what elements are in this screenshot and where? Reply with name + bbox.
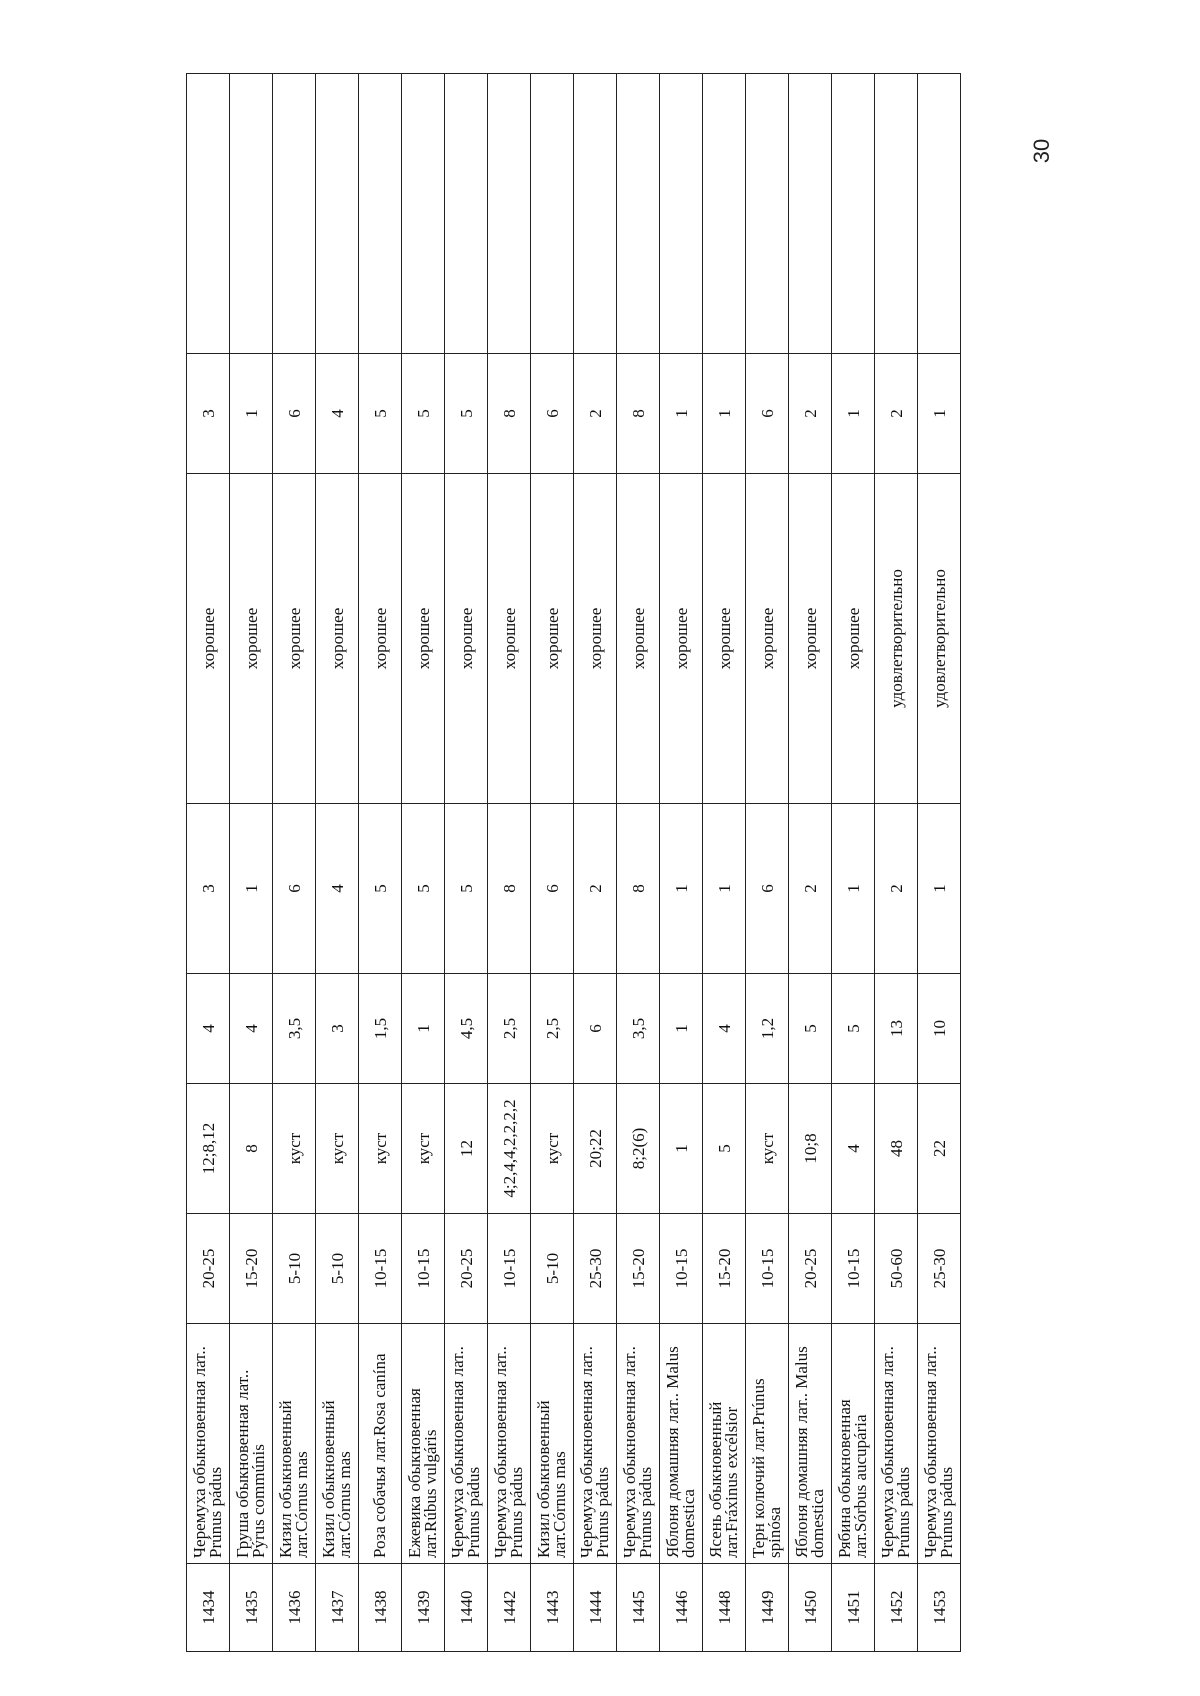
cell-state: хорошее <box>746 474 789 804</box>
cell-age: 10-15 <box>746 1214 789 1324</box>
cell-age: 25-30 <box>574 1214 617 1324</box>
cell-diameter: 48 <box>875 1084 918 1214</box>
cell-name: Кизил обыкновенный лат.Córnus mas <box>273 1324 316 1564</box>
cell-note <box>531 74 574 354</box>
cell-quantity-2: 1 <box>832 354 875 474</box>
cell-number: 1439 <box>402 1564 445 1652</box>
cell-state: хорошее <box>230 474 273 804</box>
cell-number: 1448 <box>703 1564 746 1652</box>
cell-note <box>875 74 918 354</box>
cell-quantity: 8 <box>488 804 531 974</box>
cell-name: Яблоня домашняя лат.. Malus domestica <box>660 1324 703 1564</box>
cell-number: 1450 <box>789 1564 832 1652</box>
cell-number: 1438 <box>359 1564 402 1652</box>
cell-age: 10-15 <box>660 1214 703 1324</box>
cell-note <box>359 74 402 354</box>
table-row <box>875 74 918 1652</box>
cell-note <box>660 74 703 354</box>
cell-age: 15-20 <box>230 1214 273 1324</box>
cell-note <box>445 74 488 354</box>
cell-diameter: 22 <box>918 1084 961 1214</box>
cell-age: 50-60 <box>875 1214 918 1324</box>
cell-state: хорошее <box>187 474 230 804</box>
cell-age: 10-15 <box>488 1214 531 1324</box>
cell-name: Черемуха обыкновенная лат.. Prúnus pádus <box>445 1324 488 1564</box>
cell-diameter: 12 <box>445 1084 488 1214</box>
table-body <box>187 74 961 1652</box>
cell-height: 4 <box>187 974 230 1084</box>
cell-note <box>488 74 531 354</box>
cell-number: 1452 <box>875 1564 918 1652</box>
table-row <box>531 74 574 1652</box>
cell-height: 1,5 <box>359 974 402 1084</box>
trees-table <box>186 73 961 1652</box>
cell-name: Роза собачья лат.Rosa canína <box>359 1324 402 1564</box>
cell-height: 13 <box>875 974 918 1084</box>
cell-quantity: 1 <box>660 804 703 974</box>
cell-quantity: 5 <box>402 804 445 974</box>
cell-name: Кизил обыкновенный лат.Córnus mas <box>531 1324 574 1564</box>
cell-diameter: куст <box>746 1084 789 1214</box>
cell-state: хорошее <box>617 474 660 804</box>
cell-state: хорошее <box>445 474 488 804</box>
cell-age: 20-25 <box>187 1214 230 1324</box>
cell-age: 10-15 <box>359 1214 402 1324</box>
cell-height: 5 <box>789 974 832 1084</box>
cell-quantity: 6 <box>746 804 789 974</box>
table-row <box>230 74 273 1652</box>
cell-height: 1 <box>402 974 445 1084</box>
table-row <box>832 74 875 1652</box>
rotated-page-content <box>186 74 1006 1652</box>
table-row <box>617 74 660 1652</box>
cell-height: 5 <box>832 974 875 1084</box>
cell-quantity: 1 <box>918 804 961 974</box>
cell-number: 1453 <box>918 1564 961 1652</box>
cell-number: 1451 <box>832 1564 875 1652</box>
cell-age: 15-20 <box>703 1214 746 1324</box>
page-number: 30 <box>1029 138 1055 164</box>
cell-height: 2,5 <box>488 974 531 1084</box>
table-row <box>187 74 230 1652</box>
cell-state: хорошее <box>531 474 574 804</box>
table-row <box>488 74 531 1652</box>
cell-diameter: куст <box>273 1084 316 1214</box>
cell-quantity: 6 <box>273 804 316 974</box>
table-row <box>660 74 703 1652</box>
cell-name: Черемуха обыкновенная лат.. Prúnus pádus <box>918 1324 961 1564</box>
cell-quantity: 1 <box>703 804 746 974</box>
table-row <box>918 74 961 1652</box>
cell-height: 4 <box>230 974 273 1084</box>
cell-quantity-2: 2 <box>875 354 918 474</box>
cell-state: хорошее <box>789 474 832 804</box>
cell-name: Яблоня домашняя лат.. Malus domestica <box>789 1324 832 1564</box>
cell-name: Черемуха обыкновенная лат.. Prúnus pádus <box>574 1324 617 1564</box>
cell-diameter: 8 <box>230 1084 273 1214</box>
cell-quantity-2: 1 <box>703 354 746 474</box>
cell-height: 6 <box>574 974 617 1084</box>
cell-quantity-2: 3 <box>187 354 230 474</box>
table-row <box>402 74 445 1652</box>
cell-diameter: 4;2,4,4,2,2,2,2 <box>488 1084 531 1214</box>
cell-height: 10 <box>918 974 961 1084</box>
cell-age: 10-15 <box>402 1214 445 1324</box>
cell-quantity: 5 <box>359 804 402 974</box>
cell-state: хорошее <box>316 474 359 804</box>
cell-state: хорошее <box>660 474 703 804</box>
cell-name: Ежевика обыкновенная лат.Rúbus vulgáris <box>402 1324 445 1564</box>
cell-age: 20-25 <box>789 1214 832 1324</box>
cell-height: 3,5 <box>617 974 660 1084</box>
cell-number: 1437 <box>316 1564 359 1652</box>
cell-diameter: 12;8,12 <box>187 1084 230 1214</box>
cell-quantity-2: 4 <box>316 354 359 474</box>
cell-state: хорошее <box>488 474 531 804</box>
cell-height: 2,5 <box>531 974 574 1084</box>
cell-diameter: куст <box>402 1084 445 1214</box>
cell-note <box>574 74 617 354</box>
cell-quantity: 4 <box>316 804 359 974</box>
cell-state: хорошее <box>832 474 875 804</box>
cell-quantity-2: 1 <box>660 354 703 474</box>
cell-diameter: куст <box>531 1084 574 1214</box>
cell-height: 1,2 <box>746 974 789 1084</box>
cell-age: 5-10 <box>273 1214 316 1324</box>
cell-age: 10-15 <box>832 1214 875 1324</box>
cell-number: 1436 <box>273 1564 316 1652</box>
cell-diameter: куст <box>359 1084 402 1214</box>
table-row <box>574 74 617 1652</box>
cell-diameter: 10;8 <box>789 1084 832 1214</box>
cell-note <box>617 74 660 354</box>
cell-state: хорошее <box>703 474 746 804</box>
cell-name: Черемуха обыкновенная лат.. Prúnus pádus <box>187 1324 230 1564</box>
cell-diameter: 1 <box>660 1084 703 1214</box>
cell-state: хорошее <box>574 474 617 804</box>
cell-height: 1 <box>660 974 703 1084</box>
cell-note <box>402 74 445 354</box>
cell-quantity-2: 6 <box>531 354 574 474</box>
cell-height: 4 <box>703 974 746 1084</box>
cell-diameter: 5 <box>703 1084 746 1214</box>
cell-name: Груша обыкновенная лат.. Pýrus commúnis <box>230 1324 273 1564</box>
cell-note <box>230 74 273 354</box>
table-row <box>359 74 402 1652</box>
cell-quantity-2: 8 <box>617 354 660 474</box>
cell-state: удовлетворительно <box>918 474 961 804</box>
cell-age: 5-10 <box>531 1214 574 1324</box>
cell-state: хорошее <box>359 474 402 804</box>
cell-name: Кизил обыкновенный лат.Córnus mas <box>316 1324 359 1564</box>
cell-name: Ясень обыкновенный лат.Fráxinus excélsior <box>703 1324 746 1564</box>
cell-quantity-2: 6 <box>746 354 789 474</box>
table-row <box>445 74 488 1652</box>
cell-number: 1435 <box>230 1564 273 1652</box>
cell-quantity: 1 <box>230 804 273 974</box>
cell-height: 3 <box>316 974 359 1084</box>
cell-quantity-2: 8 <box>488 354 531 474</box>
table-row <box>746 74 789 1652</box>
cell-note <box>918 74 961 354</box>
cell-quantity-2: 5 <box>445 354 488 474</box>
cell-quantity-2: 1 <box>230 354 273 474</box>
cell-name: Рябина обыкновенная лат.Sórbus aucupária <box>832 1324 875 1564</box>
cell-quantity: 3 <box>187 804 230 974</box>
cell-height: 3,5 <box>273 974 316 1084</box>
table-row <box>316 74 359 1652</box>
cell-number: 1445 <box>617 1564 660 1652</box>
cell-number: 1446 <box>660 1564 703 1652</box>
table-row <box>273 74 316 1652</box>
cell-quantity: 2 <box>574 804 617 974</box>
cell-diameter: 4 <box>832 1084 875 1214</box>
table-row <box>703 74 746 1652</box>
cell-quantity-2: 5 <box>402 354 445 474</box>
cell-name: Терн колючий лат.Prúnus spinósa <box>746 1324 789 1564</box>
cell-quantity-2: 6 <box>273 354 316 474</box>
cell-note <box>703 74 746 354</box>
table-row <box>789 74 832 1652</box>
cell-quantity: 6 <box>531 804 574 974</box>
cell-age: 15-20 <box>617 1214 660 1324</box>
cell-number: 1444 <box>574 1564 617 1652</box>
cell-quantity: 5 <box>445 804 488 974</box>
cell-age: 20-25 <box>445 1214 488 1324</box>
cell-quantity: 2 <box>875 804 918 974</box>
cell-age: 25-30 <box>918 1214 961 1324</box>
cell-note <box>187 74 230 354</box>
cell-note <box>789 74 832 354</box>
cell-quantity-2: 1 <box>918 354 961 474</box>
cell-state: хорошее <box>273 474 316 804</box>
cell-state: удовлетворительно <box>875 474 918 804</box>
cell-number: 1440 <box>445 1564 488 1652</box>
cell-number: 1434 <box>187 1564 230 1652</box>
cell-state: хорошее <box>402 474 445 804</box>
cell-note <box>746 74 789 354</box>
cell-number: 1443 <box>531 1564 574 1652</box>
cell-diameter: куст <box>316 1084 359 1214</box>
cell-number: 1449 <box>746 1564 789 1652</box>
cell-quantity-2: 2 <box>574 354 617 474</box>
cell-quantity: 1 <box>832 804 875 974</box>
cell-name: Черемуха обыкновенная лат.. Prúnus pádus <box>875 1324 918 1564</box>
cell-age: 5-10 <box>316 1214 359 1324</box>
cell-note <box>316 74 359 354</box>
cell-note <box>832 74 875 354</box>
cell-quantity: 2 <box>789 804 832 974</box>
cell-height: 4,5 <box>445 974 488 1084</box>
cell-diameter: 20;22 <box>574 1084 617 1214</box>
cell-quantity: 8 <box>617 804 660 974</box>
cell-name: Черемуха обыкновенная лат.. Prúnus pádus <box>488 1324 531 1564</box>
cell-number: 1442 <box>488 1564 531 1652</box>
cell-quantity-2: 5 <box>359 354 402 474</box>
cell-quantity-2: 2 <box>789 354 832 474</box>
cell-note <box>273 74 316 354</box>
cell-name: Черемуха обыкновенная лат.. Prúnus pádus <box>617 1324 660 1564</box>
cell-diameter: 8;2(6) <box>617 1084 660 1214</box>
